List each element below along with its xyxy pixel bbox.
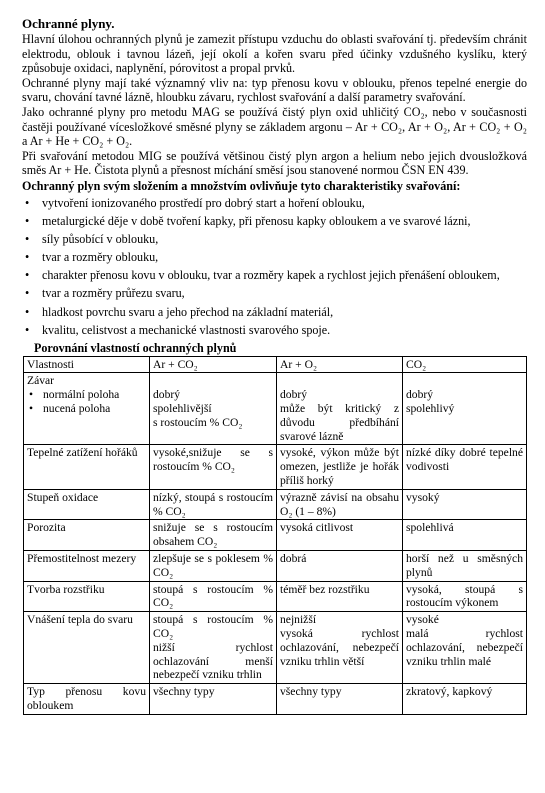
bullet-icon: • — [25, 286, 30, 301]
value-cell — [277, 684, 403, 715]
value-cell — [150, 581, 277, 612]
cell-text — [406, 374, 523, 388]
value-cell — [403, 520, 527, 551]
property-label: Přemostitelnost mezery — [27, 551, 137, 565]
cell-text: nízký, stoupá s rostoucím % CO₂ — [153, 490, 273, 518]
cell-text: dobrý — [280, 388, 308, 402]
value-cell — [150, 445, 277, 489]
value-cell — [150, 550, 277, 581]
value-cell — [277, 612, 403, 684]
property-sub-label: nucená poloha — [43, 402, 111, 416]
cell-text: všechny typy — [280, 685, 342, 699]
header-cell: Vlastnosti — [24, 356, 150, 373]
cell-text: spolehlivý — [406, 402, 455, 416]
table-row — [24, 612, 527, 684]
property-label: Porozita — [27, 521, 66, 535]
list-item-text: tvar a rozměry průřezu svaru, — [42, 286, 185, 301]
paragraph-intro: Hlavní úlohou ochranných plynů je zamezit přístupu vzduchu do oblasti svařování tj. především chránit elektrodu, oblouk i tavnou lázeň, její okolí a kořen svaru před účinky vzdušného kyslíku, který způsobuje oxidaci, naplynění, pórovitost a propal prvků. — [22, 32, 527, 76]
cell-text: vysoká rychlost ochlazování, nebezpečí vzniku trhlin větší — [280, 626, 399, 668]
list-item — [22, 214, 527, 229]
characteristics-heading: Ochranný plyn svým složením a množstvím ovlivňuje tyto charakteristiky svařování: — [22, 178, 461, 193]
list-item — [22, 232, 527, 247]
table-title: Porovnání vlastností ochranných plynů — [34, 341, 237, 356]
header-cell: CO₂ — [403, 356, 527, 373]
value-cell — [150, 489, 277, 520]
property-label: Tepelné zatížení hořáků — [27, 446, 138, 460]
value-cell — [403, 581, 527, 612]
property-cell — [24, 581, 150, 612]
value-cell — [150, 612, 277, 684]
list-item — [22, 196, 527, 211]
list-item — [22, 305, 527, 320]
value-cell — [277, 373, 403, 445]
cell-text: s rostoucím % CO₂ — [153, 415, 243, 429]
value-cell — [150, 520, 277, 551]
value-cell — [403, 489, 527, 520]
paragraph-mag: Jako ochranné plyny pro metodu MAG se používá čistý plyn oxid uhličitý CO₂, nebo v současnosti častěji používané vícesložkové směsné plyny se základem argonu – Ar + CO₂, Ar + O₂, Ar + CO₂ + O₂ a Ar + He + CO₂ + O₂. — [22, 104, 527, 149]
table-row — [24, 684, 527, 715]
property-sub-label: normální poloha — [43, 388, 120, 402]
document-title: Ochranné plyny. — [22, 16, 115, 31]
cell-text: vysoké — [406, 613, 439, 627]
cell-text: může být kritický z důvodu předbíhání svarové lázně — [280, 402, 399, 443]
table-row — [24, 489, 527, 520]
cell-text: vysoká, stoupá s rostoucím výkonem — [406, 582, 523, 610]
list-item-text: síly působící v oblouku, — [42, 231, 159, 246]
bullet-icon: • — [25, 231, 30, 246]
cell-text: nejnižší — [280, 613, 317, 627]
paragraph-influence: Ochranné plyny mají také významný vliv na: typ přenosu kovu v oblouku, přenos tepelné energie do svaru, chování tavné lázně, hloubku závaru, rychlost svařování a další parametry svařování. — [22, 75, 527, 105]
list-item — [22, 250, 527, 265]
table-row — [24, 520, 527, 551]
bullet-icon: • — [29, 402, 34, 416]
property-label: Vnášení tepla do svaru — [27, 613, 133, 627]
property-cell — [24, 489, 150, 520]
value-cell — [403, 684, 527, 715]
bullet-icon: • — [29, 388, 34, 402]
cell-text: stoupá s rostoucím % CO₂ — [153, 582, 273, 610]
bullet-icon: • — [25, 304, 30, 319]
cell-text: zlepšuje se s poklesem % CO₂ — [153, 551, 273, 579]
value-cell — [403, 550, 527, 581]
cell-text: dobrý — [153, 388, 181, 402]
list-item — [22, 286, 527, 301]
property-cell — [24, 684, 150, 715]
list-item-text: charakter přenosu kovu v oblouku, tvar a rozměry kapek a rychlost jejich přenášení obloukem, — [42, 268, 500, 283]
cell-text: dobrý — [406, 388, 434, 402]
cell-text: vysoké,snižuje se s rostoucím % CO₂ — [153, 446, 273, 474]
cell-text: stoupá s rostoucím % CO₂ — [153, 613, 273, 640]
paragraph-mig: Při svařování metodou MIG se používá většinou čistý plyn argon a helium nebo jejich dvousložková směs Ar + He. Čistota plynů a přesnost míchání směsí jsou stanovené normou ČSN EN 439. — [22, 148, 527, 178]
list-item-text: tvar a rozměry oblouku, — [42, 250, 159, 265]
cell-text: vysoké, výkon může být omezen, jestliže je hořák příliš horký — [280, 446, 399, 487]
bullet-icon: • — [25, 213, 30, 228]
property-label: Tvorba rozstřiku — [27, 582, 105, 596]
bullet-icon: • — [25, 250, 30, 265]
value-cell — [403, 373, 527, 445]
cell-text: téměř bez rozstřiku — [280, 582, 370, 596]
property-cell — [24, 520, 150, 551]
property-sub-item — [27, 388, 146, 402]
cell-text: spolehlivá — [406, 521, 454, 535]
characteristics-list — [22, 196, 527, 338]
header-cell: Ar + O₂ — [277, 356, 403, 373]
property-cell — [24, 445, 150, 489]
gas-comparison-table — [23, 356, 527, 715]
list-item-text: metalurgické děje v době tvoření kapky, při přenosu kapky obloukem a ve svarové lázni, — [42, 213, 471, 228]
value-cell — [150, 684, 277, 715]
value-cell — [277, 550, 403, 581]
list-item — [22, 323, 527, 338]
value-cell — [277, 445, 403, 489]
value-cell — [150, 373, 277, 445]
table-row — [24, 373, 527, 445]
property-label: Závar — [27, 374, 55, 388]
table-row — [24, 550, 527, 581]
cell-text: dobrá — [280, 551, 307, 565]
bullet-icon: • — [25, 322, 30, 337]
value-cell — [277, 489, 403, 520]
table-header-row — [24, 356, 527, 373]
property-cell — [24, 373, 150, 445]
cell-text: spolehlivější — [153, 402, 212, 416]
value-cell — [277, 581, 403, 612]
cell-text — [280, 374, 399, 388]
cell-text — [153, 374, 273, 388]
value-cell — [403, 612, 527, 684]
cell-text: zkratový, kapkový — [406, 685, 493, 699]
table-row — [24, 581, 527, 612]
value-cell — [403, 445, 527, 489]
property-label: Typ přenosu kovu obloukem — [27, 685, 146, 712]
property-cell — [24, 612, 150, 684]
property-label: Stupeň oxidace — [27, 490, 99, 504]
cell-text: horší než u směsných plynů — [406, 551, 523, 579]
cell-text: vysoký — [406, 490, 440, 504]
list-item-text: vytvoření ionizovaného prostředí pro dobrý start a hoření oblouku, — [42, 195, 365, 210]
cell-text: nižší rychlost ochlazování menší nebezpečí vzniku trhlin — [153, 640, 273, 682]
list-item-text: kvalitu, celistvost a mechanické vlastnosti svarového spoje. — [42, 322, 331, 337]
list-item-text: hladkost povrchu svaru a jeho přechod na základní materiál, — [42, 304, 334, 319]
cell-text: výrazně závisí na obsahu O₂ (1 – 8%) — [280, 490, 399, 518]
bullet-icon: • — [25, 268, 30, 283]
bullet-icon: • — [25, 195, 30, 210]
cell-text: nízké díky dobré tepelné vodivosti — [406, 446, 523, 474]
cell-text: malá rychlost ochlazování, nebezpečí vzniku trhlin malé — [406, 626, 523, 668]
table-row — [24, 445, 527, 489]
header-cell: Ar + CO₂ — [150, 356, 277, 373]
property-sub-item — [27, 402, 146, 416]
cell-text: snižuje se s rostoucím obsahem CO₂ — [153, 521, 273, 549]
cell-text: vysoká citlivost — [280, 521, 354, 535]
property-cell — [24, 550, 150, 581]
list-item — [22, 268, 527, 283]
value-cell — [277, 520, 403, 551]
cell-text: všechny typy — [153, 685, 215, 699]
